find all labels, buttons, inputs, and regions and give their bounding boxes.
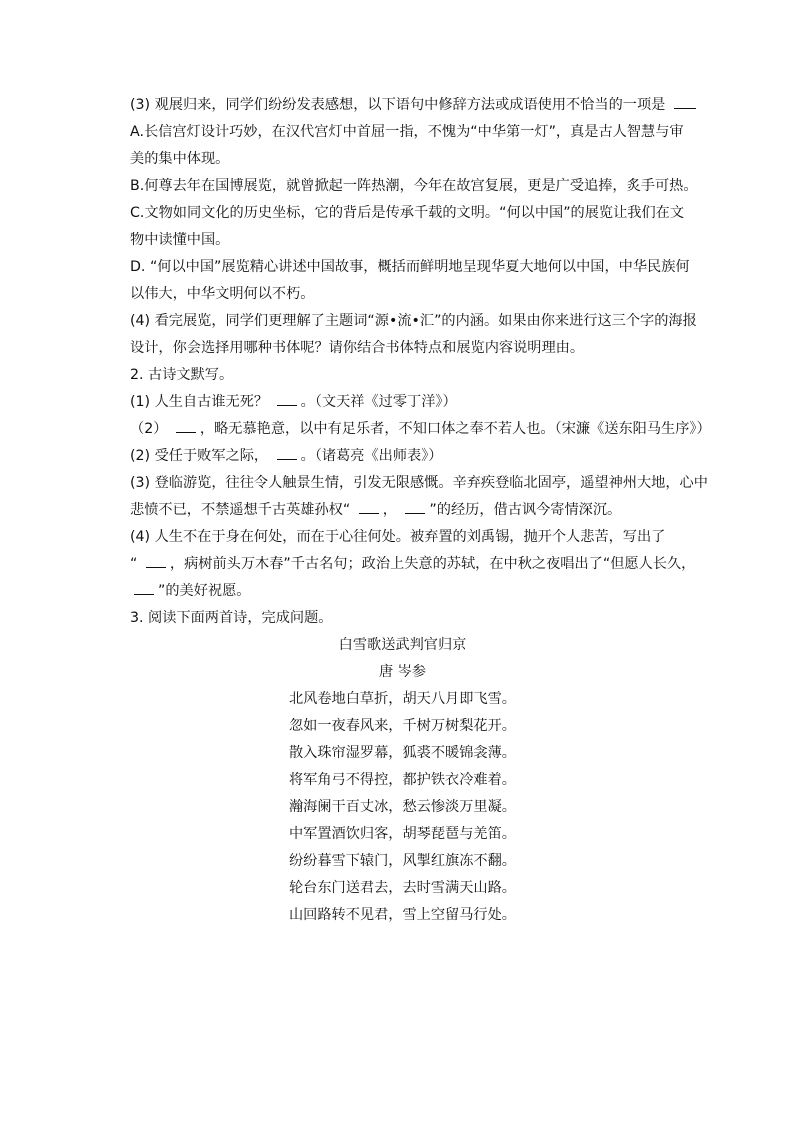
recite-item-1 (130, 389, 710, 416)
poem-line: 忽如一夜春风来，千树万树梨花开。 (288, 718, 516, 734)
recite-text: (1) 人生自古谁无死？ (130, 394, 269, 410)
recite-item-5-line3 (130, 578, 710, 605)
poem-line: 山回路转不见君，雪上空留马行处。 (288, 907, 516, 923)
recite-source: 。（文天祥《过零丁洋》） (300, 394, 457, 410)
recite-item-5-line2 (130, 551, 710, 578)
section-3-title: 3. 阅读下面两首诗，完成问题。 (130, 610, 333, 626)
answer-blank[interactable] (134, 582, 154, 595)
poem-author: 唐 岑参 (378, 664, 427, 680)
answer-blank[interactable] (146, 555, 166, 568)
answer-blank[interactable] (176, 420, 196, 433)
recite-text: ，病树前头万木春”千古名句；政治上失意的苏轼，在中秋之夜唱出了“但愿人长久， (169, 556, 696, 572)
recite-text: ”的美好祝愿。 (158, 583, 251, 599)
poem-line: 轮台东门送君去，去时雪满天山路。 (288, 880, 516, 896)
answer-blank[interactable] (674, 96, 696, 109)
question-4-line1: (4) 看完展览，同学们更理解了主题词“源•流•汇”的内涵。如果由你来进行这三个字的海报 (130, 313, 697, 329)
poem-line: 散入珠帘湿罗幕，狐裘不暖锦衾薄。 (288, 745, 516, 761)
exam-page (130, 92, 710, 929)
poem-line: 瀚海阑干百丈冰，愁云惨淡万里凝。 (288, 799, 516, 815)
poem-title: 白雪歌送武判官归京 (338, 637, 467, 653)
option-c-line1: C.文物如同文化的历史坐标，它的背后是传承千载的文明。“何以中国”的展览让我们在文 (130, 205, 685, 221)
recite-item-4-line1: (3) 登临游览，往往令人触景生情，引发无限感慨。辛弃疾登临北固亭，遥望神州大地，心中 (130, 475, 708, 491)
section-2-title: 2. 古诗文默写。 (130, 367, 234, 383)
answer-blank[interactable] (405, 501, 425, 514)
option-a-line1: A.长信宫灯设计巧妙，在汉代宫灯中首屈一指，不愧为“中华第一灯”，真是古人智慧与审 (130, 124, 684, 140)
poem-line: 将军角弓不得控，都护铁衣冷难着。 (288, 772, 516, 788)
question-stem (130, 92, 710, 119)
option-d-line2: 以伟大，中华文明何以不朽。 (130, 286, 315, 302)
answer-blank[interactable] (277, 393, 297, 406)
quote-mark: “ (130, 556, 138, 572)
option-d-line1: D. “何以中国”展览精心讲述中国故事，概括而鲜明地呈现华夏大地何以中国，中华民族何 (130, 259, 690, 275)
recite-text: (2) 受任于败军之际， (130, 448, 269, 464)
option-a-line2: 美的集中体现。 (130, 151, 230, 167)
recite-item-3 (130, 443, 710, 470)
recite-item-4-line2 (130, 497, 710, 524)
recite-text: ，略无慕艳意，以中有足乐者，不知口体之奉不若人也。（宋濂《送东阳马生序》） (199, 421, 711, 437)
poem-line: 北风卷地白草折，胡天八月即飞雪。 (288, 691, 516, 707)
option-c-line2: 物中读懂中国。 (130, 232, 230, 248)
recite-source: 。（诸葛亮《出师表》） (300, 448, 443, 464)
recite-text: 悲愤不已，不禁遥想千古英雄孙权“ (130, 502, 351, 518)
poem-line: 中军置酒饮归客，胡琴琵琶与羌笛。 (288, 826, 516, 842)
recite-item-2 (130, 416, 710, 443)
poem-line: 纷纷暮雪下辕门，风掣红旗冻不翻。 (288, 853, 516, 869)
recite-number: （2） (130, 421, 168, 437)
recite-text: ”的经历，借古讽今寄情深沉。 (429, 502, 622, 518)
stem-text: (3) 观展归来，同学们纷纷发表感想，以下语句中修辞方法或成语使用不恰当的一项是 (130, 97, 666, 113)
comma: ， (382, 502, 397, 518)
answer-blank[interactable] (277, 447, 297, 460)
answer-blank[interactable] (359, 501, 379, 514)
question-4-line2: 设计，你会选择用哪种书体呢？请你结合书体特点和展览内容说明理由。 (130, 340, 585, 356)
option-b: B.何尊去年在国博展览，就曾掀起一阵热潮，今年在故宫复展，更是广受追捧，炙手可热。 (130, 178, 698, 194)
recite-item-5-line1: (4) 人生不在于身在何处，而在于心往何处。被弃置的刘禹锡，抛开个人悲苦，写出了 (130, 529, 666, 545)
